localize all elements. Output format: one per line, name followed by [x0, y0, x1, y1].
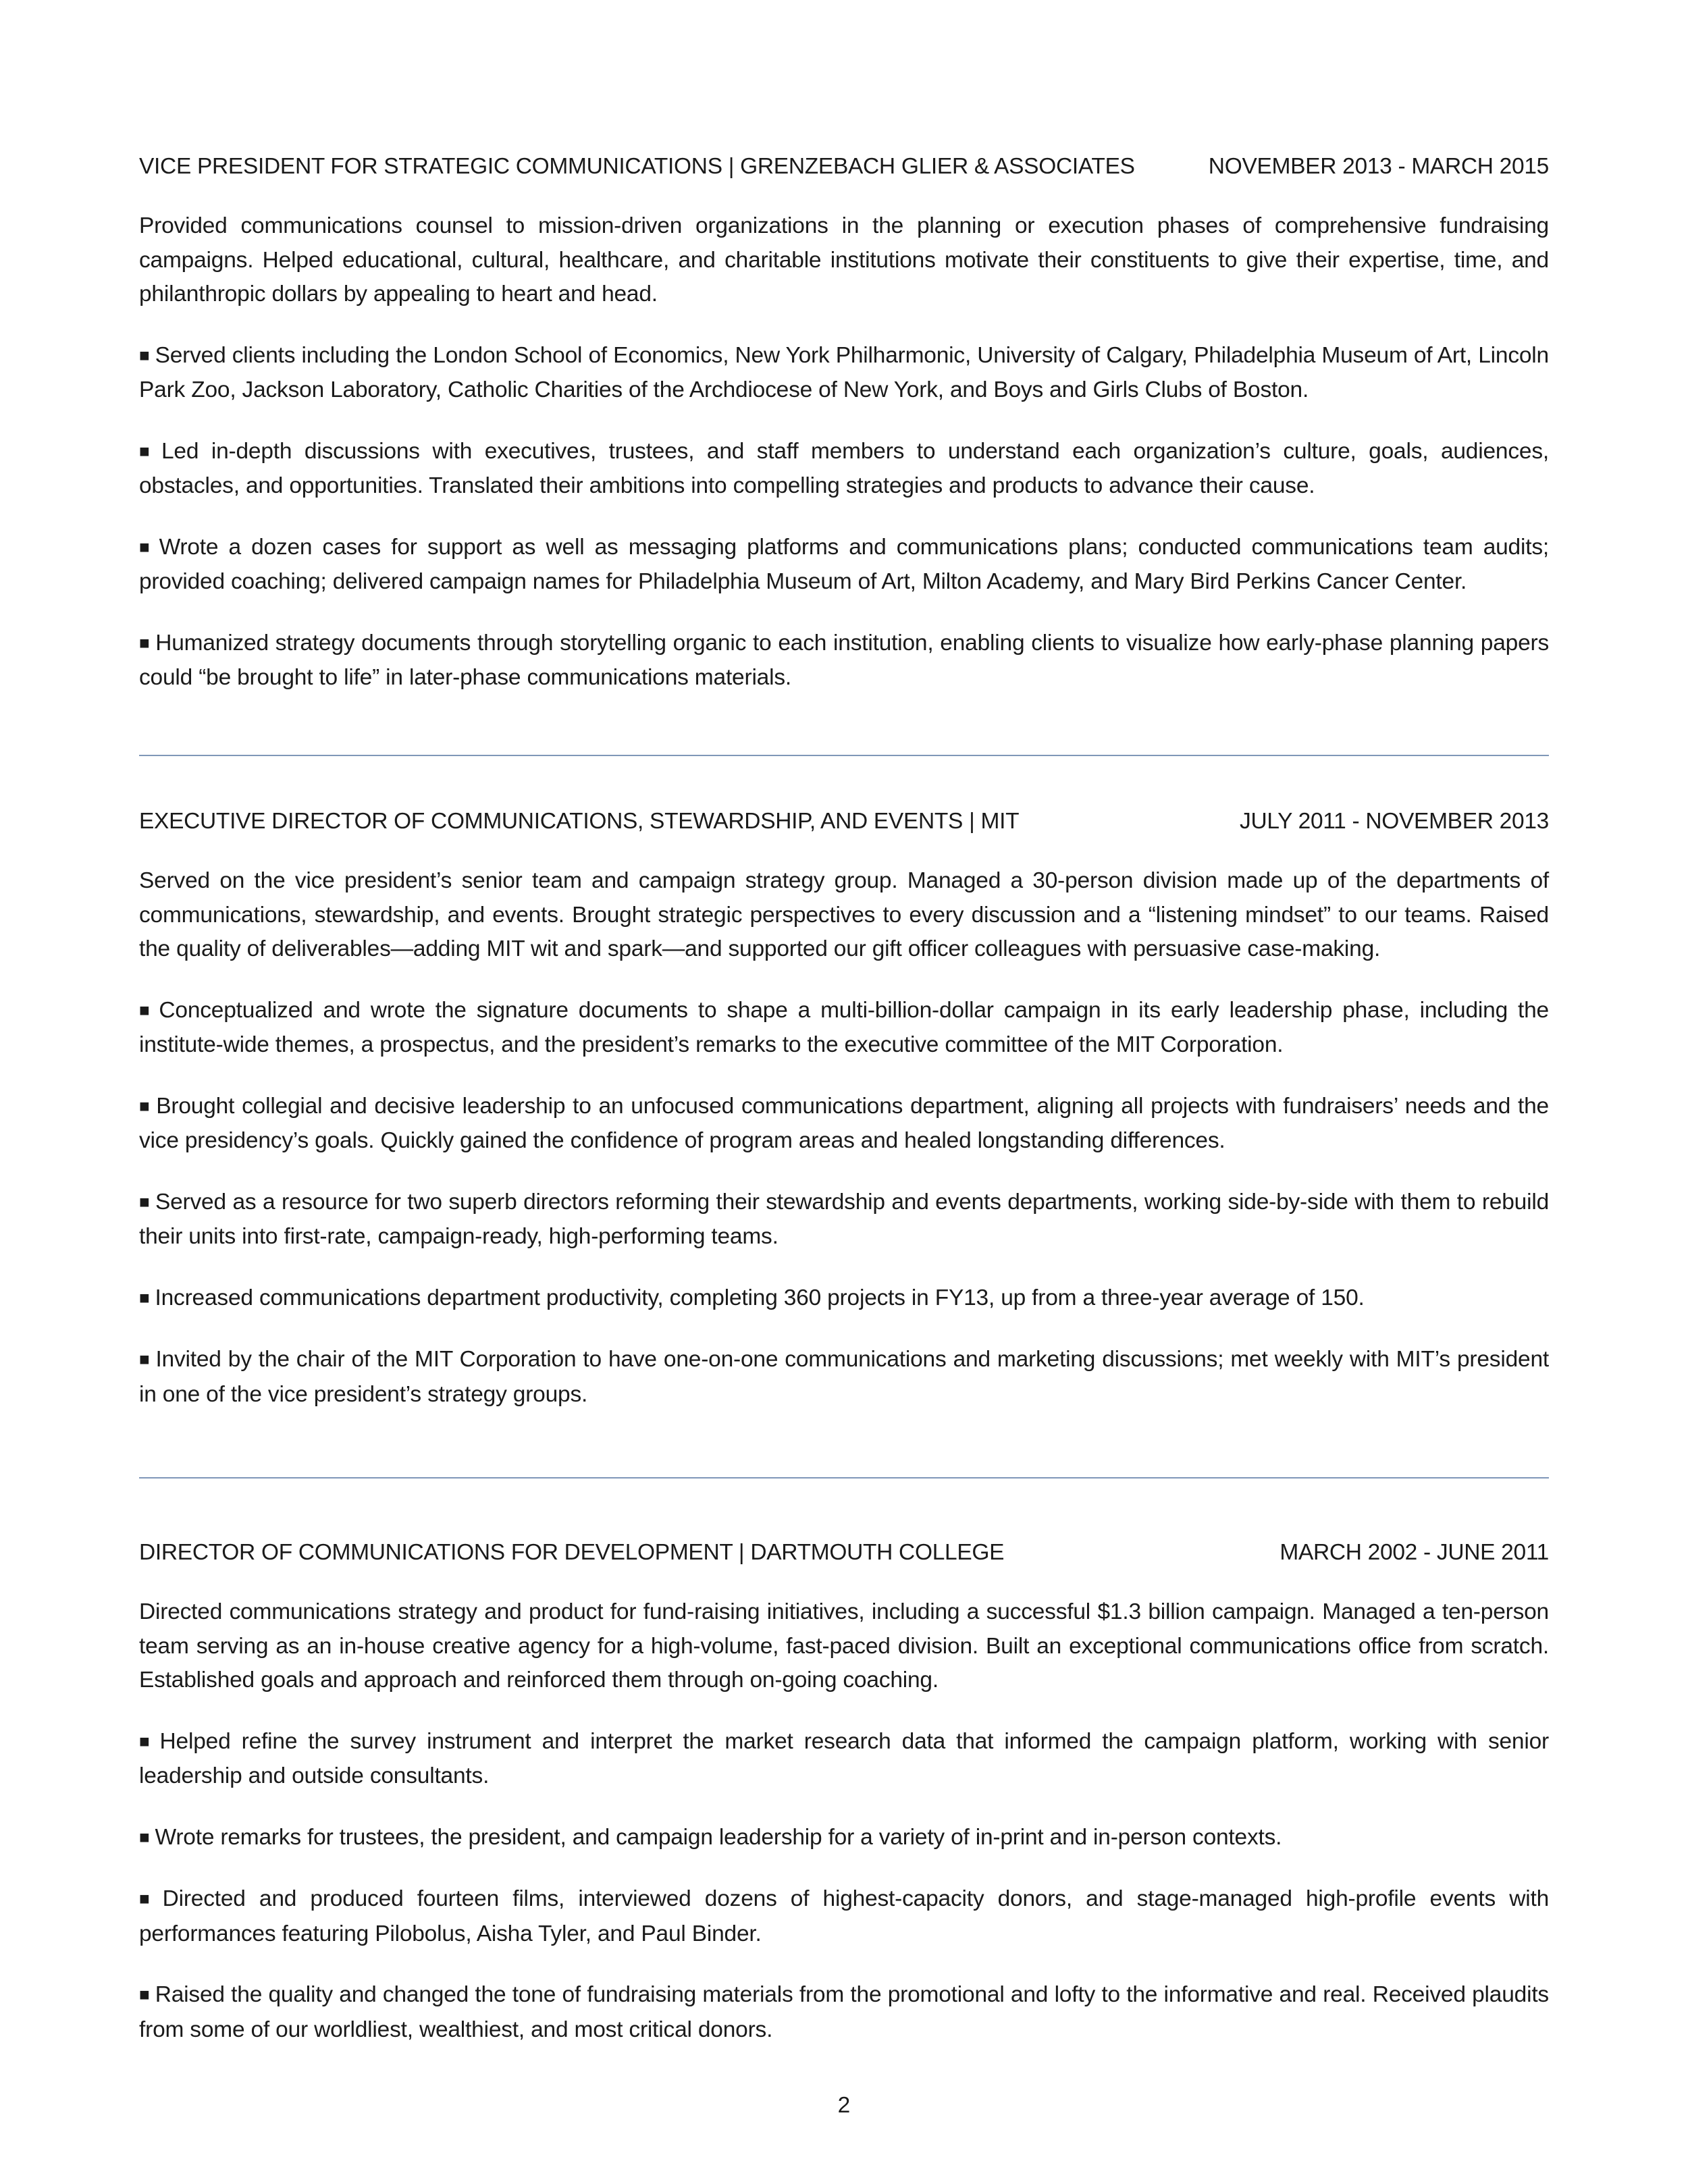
job-bullet [139, 1821, 1549, 1856]
square-bullet-icon: ■ [139, 536, 154, 557]
bullet-text: Raised the quality and changed the tone of fundraising materials from the promotional and lofty to the informative and real. Received plaudits from some of our worldliest, wealthiest, and most critical donors. [139, 1982, 1549, 2042]
job-bullet [139, 1281, 1549, 1316]
square-bullet-icon: ■ [139, 1888, 157, 1909]
section-divider [139, 1477, 1549, 1479]
bullet-text: Wrote a dozen cases for support as well as messaging platforms and communications plans; conducted communications team audits; provided coaching; delivered campaign names for Philadelphia Museum of Art, Milton Academy, and Mary Bird Perkins Cancer Center. [139, 534, 1550, 594]
bullet-text: Directed and produced fourteen films, interviewed dozens of highest-capacity donors, and stage-managed high-profile events with performances featuring Pilobolus, Aisha Tyler, and Paul Binder. [139, 1886, 1549, 1946]
job-bullet [139, 1343, 1549, 1412]
square-bullet-icon: ■ [139, 1730, 155, 1751]
bullet-text: Served clients including the London School of Economics, New York Philharmonic, University of Calgary, Philadelphia Museum of Art, Lincoln Park Zoo, Jackson Laboratory, Catholic Charities of the Archdiocese of New York, and Boys and Girls Clubs of Boston. [139, 342, 1549, 402]
job-summary: Directed communications strategy and product for fund-raising initiatives, including a successful $1.3 billion campaign. Managed a ten-person team serving as an in-house creative agency for a high-volume, fast-paced division. Built an exceptional communications office from scratch. Established goals and approach and reinforced them through on-going coaching. [139, 1599, 1549, 1693]
square-bullet-icon: ■ [139, 1826, 150, 1847]
job-bullet [139, 1882, 1549, 1951]
square-bullet-icon: ■ [139, 344, 150, 365]
job-header [139, 805, 1549, 838]
square-bullet-icon: ■ [139, 1287, 150, 1308]
bullet-text: Led in-depth discussions with executives, trustees, and staff members to understand each organization’s culture, goals, audiences, obstacles, and opportunities. Translated their ambitions into compelling strategies and products to advance their cause. [139, 438, 1549, 498]
square-bullet-icon: ■ [139, 999, 154, 1020]
job-bullet [139, 531, 1549, 600]
job-summary: Provided communications counsel to mission-driven organizations in the planning or execution phases of comprehensive fundraising campaigns. Helped educational, cultural, healthcare, and charitable institutions motivate their constituents to give their expertise, time, and philanthropic dollars by appealing to heart and head. [139, 213, 1549, 307]
job-dates: MARCH 2002 - JUNE 2011 [1280, 1540, 1549, 1565]
job-header [139, 150, 1549, 184]
bullet-text: Invited by the chair of the MIT Corporation to have one-on-one communications and marketing discussions; met weekly with MIT’s president in one of the vice president’s strategy groups. [139, 1347, 1549, 1407]
job-bullet [139, 1725, 1549, 1794]
page-number: 2 [837, 2093, 851, 2118]
bullet-text: Helped refine the survey instrument and interpret the market research data that informed the campaign platform, working with senior leadership and outside consultants. [139, 1728, 1549, 1788]
square-bullet-icon: ■ [139, 440, 156, 461]
job-bullet [139, 994, 1549, 1063]
bullet-text: Wrote remarks for trustees, the president, and campaign leadership for a variety of in-print and in-person contexts. [155, 1824, 1282, 1850]
job-dates: NOVEMBER 2013 - MARCH 2015 [1208, 154, 1549, 179]
job-bullet [139, 339, 1549, 408]
square-bullet-icon: ■ [139, 1349, 151, 1369]
job-bullet [139, 1186, 1549, 1254]
square-bullet-icon: ■ [139, 1191, 150, 1212]
job-bullet [139, 1090, 1549, 1158]
section-divider [139, 755, 1549, 756]
job-title: VICE PRESIDENT FOR STRATEGIC COMMUNICATIONS | GRENZEBACH GLIER & ASSOCIATES [139, 154, 1135, 179]
job-summary: Served on the vice president’s senior team and campaign strategy group. Managed a 30-person division made up of the departments of communications, stewardship, and events. Brought strategic perspectives to every discussion and a “listening mindset” to our teams. Raised the quality of deliverables—adding MIT wit and spark—and supported our gift officer colleagues with persuasive case-making. [139, 868, 1549, 961]
bullet-text: Brought collegial and decisive leadership to an unfocused communications department, aligning all projects with fundraisers’ needs and the vice presidency’s goals. Quickly gained the confidence of program areas and healed longstanding differences. [139, 1093, 1549, 1153]
job-title: DIRECTOR OF COMMUNICATIONS FOR DEVELOPMENT | DARTMOUTH COLLEGE [139, 1540, 1005, 1565]
job-bullet [139, 627, 1549, 695]
bullet-text: Increased communications department productivity, completing 360 projects in FY13, up from a three-year average of 150. [155, 1285, 1365, 1310]
job-title: EXECUTIVE DIRECTOR OF COMMUNICATIONS, STEWARDSHIP, AND EVENTS | MIT [139, 809, 1020, 834]
job-bullet [139, 1978, 1549, 2047]
bullet-text: Conceptualized and wrote the signature documents to shape a multi-billion-dollar campaign in its early leadership phase, including the institute-wide themes, a prospectus, and the president’s remarks to the executive committee of the MIT Corporation. [139, 997, 1549, 1057]
square-bullet-icon: ■ [139, 1095, 151, 1116]
job-bullet [139, 435, 1549, 504]
job-entry-grenzebach [139, 150, 1549, 695]
bullet-text: Served as a resource for two superb directors reforming their stewardship and events departments, working side-by-side with them to rebuild their units into first-rate, campaign-ready, high-performing teams. [139, 1189, 1549, 1249]
job-header [139, 1536, 1549, 1570]
job-entry-mit [139, 805, 1549, 1412]
bullet-text: Humanized strategy documents through storytelling organic to each institution, enabling clients to visualize how early-phase planning papers could “be brought to life” in later-phase communications materials. [139, 630, 1550, 690]
job-dates: JULY 2011 - NOVEMBER 2013 [1240, 809, 1549, 834]
job-entry-dartmouth [139, 1536, 1549, 2047]
square-bullet-icon: ■ [139, 632, 151, 653]
square-bullet-icon: ■ [139, 1984, 150, 2004]
